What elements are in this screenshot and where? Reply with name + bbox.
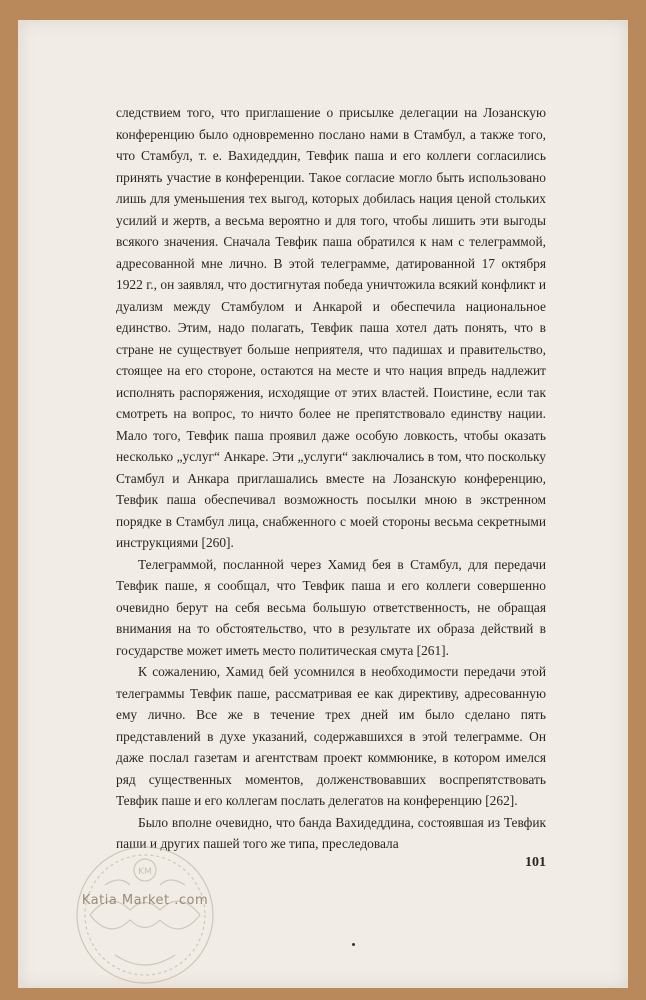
ornamental-seal-icon <box>70 840 220 990</box>
page-number: 101 <box>525 855 546 870</box>
paragraph-4: Было вполне очевидно, что банда Вахидеддина, состоявшая из Тевфик паши и других пашей того же типа, преследовала <box>116 814 546 851</box>
watermark-text: Katia Market .com <box>81 893 209 908</box>
body-text <box>116 102 546 855</box>
svg-text:KM: KM <box>138 867 152 877</box>
paragraph-1: следствием того, что приглашение о присылке делегации на Лозанскую конференцию было одновременно послано нами в Стамбул, а также того, что Стамбул, т. е. Вахидеддин, Тевфик паша и его коллеги согласились принять участие в конференции. Такое согласие могло быть использовано лишь для уменьшения тех выгод, которых добилась нация ценой стольких усилий и жертв, а весьма вероятно и для того, чтобы лишить эти выгоды всякого значения. Сначала Тевфик паша обратился к нам с телеграммой, адресованной мне лично. В этой телеграмме, датированной 17 октября 1922 г., он заявлял, что достигнутая победа уничтожила всякий конфликт и дуализм между Стамбулом и Анкарой и обеспечила национальное единство. Этим, надо полагать, Тевфик паша хотел дать понять, что в стране не существует больше неприятеля, что падишах и правительство, стоящее на его стороне, остаются на месте и что нация впредь надлежит исполнять распоряжения, исходящие от этих властей. Поистине, если так смотреть на вопрос, то ничто более не препятствовало единству нации. Мало того, Тевфик паша проявил даже особую ловкость, чтобы оказать несколько „услуг“ Анкаре. Эти „услуги“ заключались в том, что поскольку Стамбул и Анкара приглашались вместе на Лозанскую конференцию, Тевфик паша обеспечивал возможность посылки мною в экстренном порядке в Стамбул лица, снабженного с моей стороны весьма секретными инструкциями [260]. <box>116 105 546 550</box>
paragraph-3: К сожалению, Хамид бей усомнился в необходимости передачи этой телеграммы Тевфик паше, рассматривая ее как директиву, адресованную ему лично. Все же в течение трех дней им было сделано пять представлений в духе указаний, содержавшихся в этой телеграмме. Он даже послал газетам и агентствам проект коммюнике, в котором имелся ряд существенных моментов, долженствовавших воспрепятствовать Тевфик паше и его коллегам послать делегатов на конференцию [262]. <box>116 664 546 808</box>
dust-speck <box>352 943 355 946</box>
paragraph-2: Телеграммой, посланной через Хамид бея в Стамбул, для передачи Тевфик паше, я сообщал, что Тевфик паша и его коллеги совершенно очевидно берут на себя весьма большую ответственность, не обращая внимания на то обстоятельство, что в результате их образа действий в государстве может иметь место политическая смута [261]. <box>116 556 546 658</box>
book-page <box>18 20 628 988</box>
